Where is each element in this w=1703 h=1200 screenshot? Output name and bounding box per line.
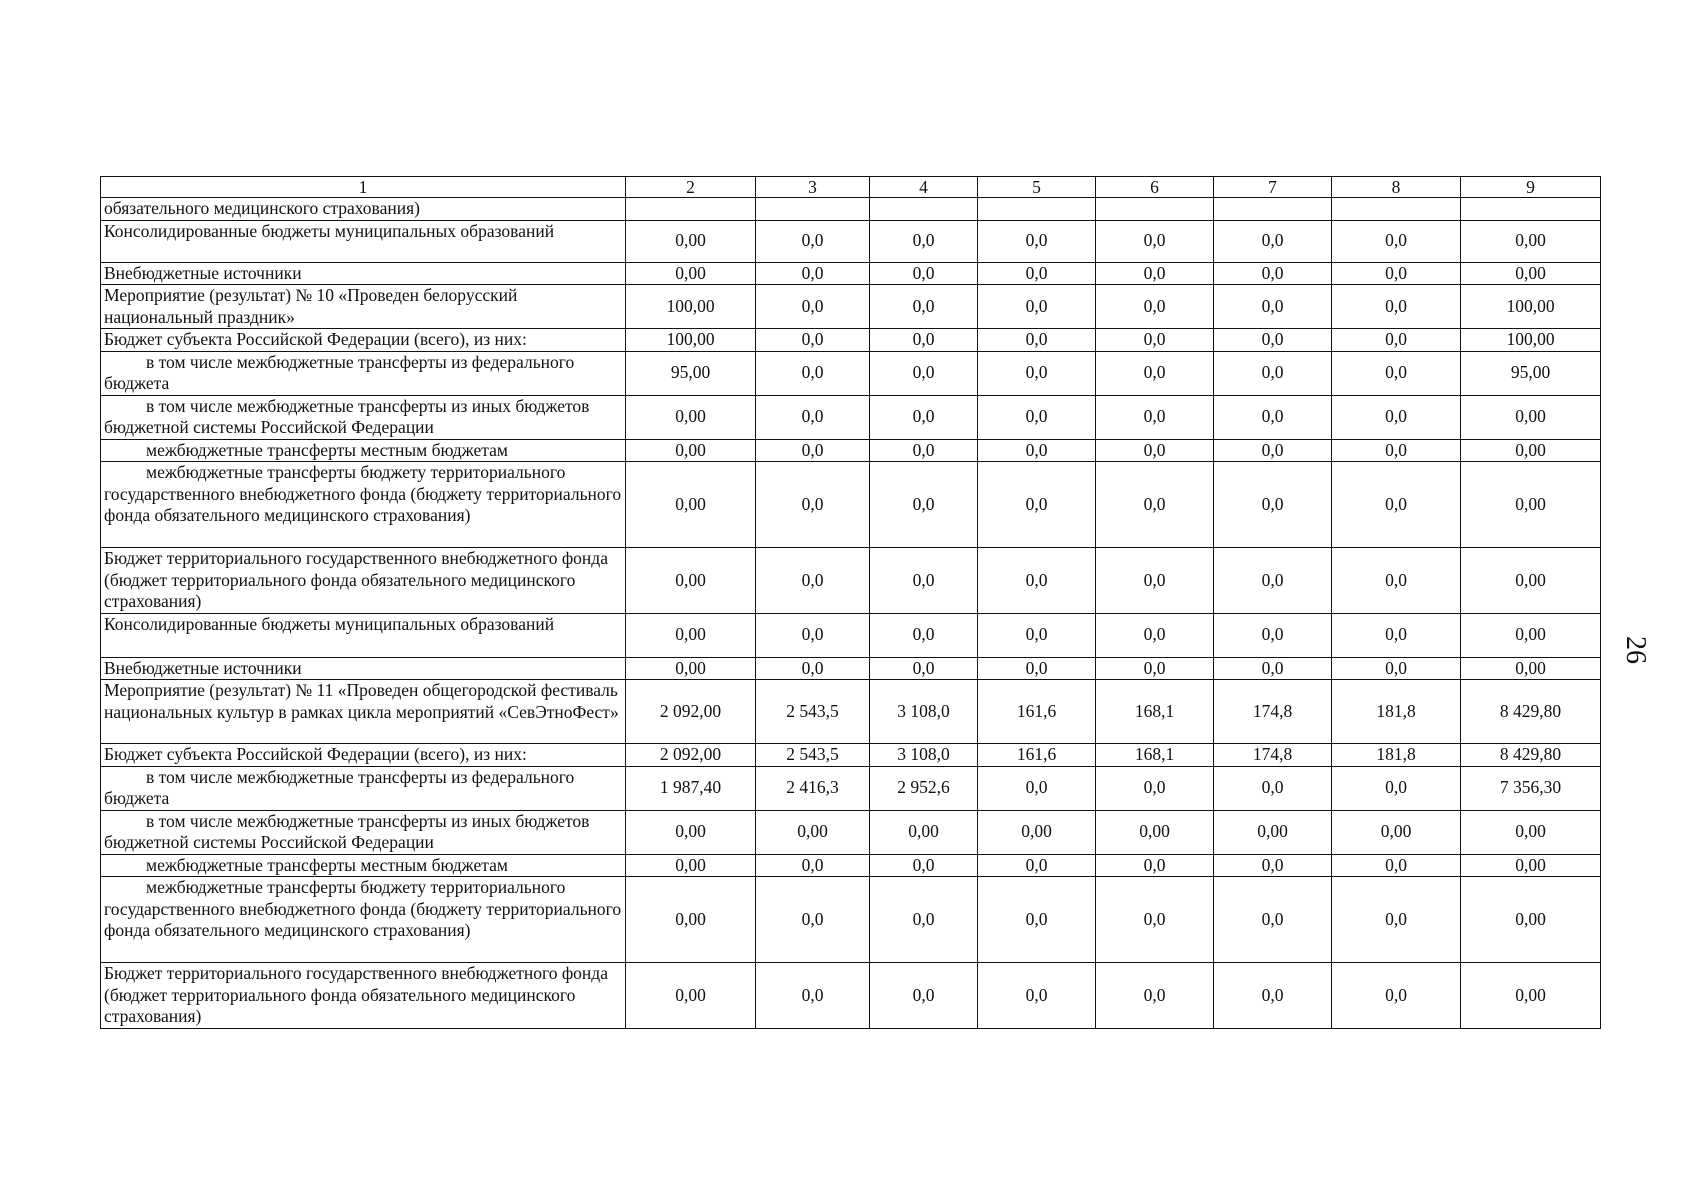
value-cell: 0,0 <box>1214 854 1332 877</box>
value-cell: 0,0 <box>1332 766 1461 810</box>
value-cell: 0,00 <box>870 810 978 854</box>
value-cell: 0,0 <box>756 329 870 352</box>
value-cell: 0,0 <box>1214 548 1332 614</box>
value-cell: 0,0 <box>1096 285 1214 329</box>
value-cell: 181,8 <box>1332 680 1461 744</box>
table-row <box>101 963 1601 1029</box>
value-cell: 0,0 <box>870 548 978 614</box>
table-row <box>101 395 1601 439</box>
value-cell: 0,00 <box>1461 657 1601 680</box>
value-cell: 0,0 <box>1332 963 1461 1029</box>
column-number-row <box>101 177 1601 198</box>
value-cell: 0,0 <box>1096 351 1214 395</box>
table-row <box>101 854 1601 877</box>
value-cell: 0,00 <box>626 810 756 854</box>
value-cell: 0,00 <box>756 810 870 854</box>
value-cell: 0,0 <box>756 351 870 395</box>
value-cell: 0,0 <box>1096 548 1214 614</box>
value-cell: 0,0 <box>978 766 1096 810</box>
value-cell: 0,0 <box>1214 262 1332 285</box>
table-row <box>101 262 1601 285</box>
row-label: межбюджетные трансферты бюджету территориального государственного внебюджетного фонда (бюджету территориального фонда обязательного медицинского страхования) <box>101 877 626 963</box>
value-cell: 0,0 <box>978 548 1096 614</box>
value-cell: 0,00 <box>1461 877 1601 963</box>
value-cell: 0,0 <box>1332 439 1461 462</box>
row-label: в том числе межбюджетные трансферты из федерального бюджета <box>101 766 626 810</box>
row-label: Бюджет субъекта Российской Федерации (всего), из них: <box>101 329 626 352</box>
page-number: 26 <box>1620 636 1651 664</box>
table-row <box>101 462 1601 548</box>
row-label: Бюджет территориального государственного внебюджетного фонда (бюджет территориального фонда обязательного медицинского страхования) <box>101 548 626 614</box>
value-cell: 0,0 <box>978 657 1096 680</box>
value-cell: 0,00 <box>1096 810 1214 854</box>
value-cell: 0,00 <box>626 439 756 462</box>
value-cell: 0,0 <box>1214 439 1332 462</box>
value-cell: 0,0 <box>1214 395 1332 439</box>
row-label: Мероприятие (результат) № 11 «Проведен общегородской фестиваль национальных культур в рамках цикла мероприятий «СевЭтноФест» <box>101 680 626 744</box>
value-cell: 174,8 <box>1214 744 1332 767</box>
value-cell: 0,0 <box>1214 285 1332 329</box>
value-cell: 0,0 <box>870 262 978 285</box>
row-label: обязательного медицинского страхования) <box>101 198 626 221</box>
value-cell: 0,0 <box>1096 963 1214 1029</box>
row-label: межбюджетные трансферты бюджету территориального государственного внебюджетного фонда (бюджету территориального фонда обязательного медицинского страхования) <box>101 462 626 548</box>
column-header: 9 <box>1461 177 1601 198</box>
value-cell: 0,0 <box>870 963 978 1029</box>
value-cell: 95,00 <box>1461 351 1601 395</box>
row-label: в том числе межбюджетные трансферты из иных бюджетов бюджетной системы Российской Федерации <box>101 810 626 854</box>
value-cell: 8 429,80 <box>1461 680 1601 744</box>
value-cell <box>626 198 756 221</box>
value-cell: 0,00 <box>626 854 756 877</box>
value-cell: 0,0 <box>870 329 978 352</box>
value-cell: 0,00 <box>626 963 756 1029</box>
value-cell: 0,00 <box>626 395 756 439</box>
value-cell: 0,00 <box>1461 613 1601 657</box>
value-cell: 0,0 <box>978 351 1096 395</box>
value-cell: 0,0 <box>1214 877 1332 963</box>
value-cell: 0,0 <box>1096 462 1214 548</box>
table-row <box>101 766 1601 810</box>
value-cell: 0,0 <box>1332 262 1461 285</box>
value-cell: 0,0 <box>978 395 1096 439</box>
table-row <box>101 877 1601 963</box>
column-header: 4 <box>870 177 978 198</box>
value-cell: 0,0 <box>870 285 978 329</box>
value-cell: 0,0 <box>1096 613 1214 657</box>
value-cell: 0,00 <box>1461 810 1601 854</box>
row-label: межбюджетные трансферты местным бюджетам <box>101 439 626 462</box>
value-cell: 168,1 <box>1096 744 1214 767</box>
value-cell: 0,00 <box>626 548 756 614</box>
value-cell: 0,00 <box>1214 810 1332 854</box>
value-cell: 0,0 <box>756 262 870 285</box>
value-cell: 100,00 <box>626 285 756 329</box>
value-cell: 0,0 <box>1214 462 1332 548</box>
value-cell: 100,00 <box>1461 285 1601 329</box>
value-cell: 0,0 <box>1096 329 1214 352</box>
value-cell: 0,00 <box>626 462 756 548</box>
value-cell: 100,00 <box>626 329 756 352</box>
value-cell: 0,0 <box>756 657 870 680</box>
table-row <box>101 744 1601 767</box>
row-label: в том числе межбюджетные трансферты из иных бюджетов бюджетной системы Российской Федерации <box>101 395 626 439</box>
table-row <box>101 548 1601 614</box>
value-cell: 2 543,5 <box>756 680 870 744</box>
value-cell <box>756 198 870 221</box>
row-label: Бюджет территориального государственного внебюджетного фонда (бюджет территориального фонда обязательного медицинского страхования) <box>101 963 626 1029</box>
row-label: межбюджетные трансферты местным бюджетам <box>101 854 626 877</box>
budget-table <box>100 176 1601 1029</box>
value-cell: 0,0 <box>978 877 1096 963</box>
value-cell: 2 952,6 <box>870 766 978 810</box>
value-cell: 0,0 <box>870 439 978 462</box>
value-cell: 0,0 <box>1214 220 1332 262</box>
row-label: Мероприятие (результат) № 10 «Проведен белорусский национальный праздник» <box>101 285 626 329</box>
value-cell: 0,0 <box>1214 766 1332 810</box>
value-cell: 0,0 <box>978 220 1096 262</box>
table-row <box>101 198 1601 221</box>
value-cell: 0,0 <box>1214 963 1332 1029</box>
value-cell: 0,00 <box>978 810 1096 854</box>
value-cell: 0,0 <box>978 262 1096 285</box>
value-cell: 0,0 <box>1332 613 1461 657</box>
value-cell: 0,0 <box>1096 395 1214 439</box>
value-cell: 0,0 <box>1096 877 1214 963</box>
row-label: Внебюджетные источники <box>101 657 626 680</box>
value-cell: 8 429,80 <box>1461 744 1601 767</box>
value-cell: 0,0 <box>1332 395 1461 439</box>
value-cell: 0,0 <box>756 548 870 614</box>
row-label: Внебюджетные источники <box>101 262 626 285</box>
column-header: 8 <box>1332 177 1461 198</box>
value-cell: 0,0 <box>978 854 1096 877</box>
column-header: 1 <box>101 177 626 198</box>
document-page <box>100 176 1600 1029</box>
value-cell: 0,0 <box>1096 439 1214 462</box>
value-cell: 3 108,0 <box>870 744 978 767</box>
value-cell <box>1214 198 1332 221</box>
value-cell: 95,00 <box>626 351 756 395</box>
value-cell: 0,0 <box>1332 220 1461 262</box>
value-cell: 0,0 <box>1096 220 1214 262</box>
value-cell: 0,0 <box>1214 329 1332 352</box>
value-cell: 0,00 <box>1461 854 1601 877</box>
value-cell: 0,0 <box>1332 854 1461 877</box>
value-cell: 0,0 <box>1096 657 1214 680</box>
value-cell <box>1332 198 1461 221</box>
value-cell: 0,00 <box>626 613 756 657</box>
value-cell: 7 356,30 <box>1461 766 1601 810</box>
value-cell: 0,0 <box>870 613 978 657</box>
value-cell: 1 987,40 <box>626 766 756 810</box>
value-cell: 0,0 <box>978 613 1096 657</box>
value-cell: 0,0 <box>978 462 1096 548</box>
value-cell <box>1461 198 1601 221</box>
value-cell: 2 092,00 <box>626 680 756 744</box>
value-cell: 0,00 <box>1461 548 1601 614</box>
row-label: Бюджет субъекта Российской Федерации (всего), из них: <box>101 744 626 767</box>
value-cell: 0,0 <box>870 462 978 548</box>
value-cell: 0,00 <box>1461 439 1601 462</box>
value-cell: 0,0 <box>756 439 870 462</box>
value-cell: 3 108,0 <box>870 680 978 744</box>
value-cell: 100,00 <box>1461 329 1601 352</box>
value-cell: 0,00 <box>1461 963 1601 1029</box>
value-cell: 0,00 <box>1332 810 1461 854</box>
value-cell: 0,0 <box>1332 877 1461 963</box>
value-cell: 0,00 <box>1461 220 1601 262</box>
value-cell <box>1096 198 1214 221</box>
value-cell: 0,0 <box>756 462 870 548</box>
table-row <box>101 220 1601 262</box>
value-cell: 0,00 <box>1461 395 1601 439</box>
value-cell: 0,0 <box>978 329 1096 352</box>
value-cell: 0,0 <box>1096 854 1214 877</box>
value-cell: 0,0 <box>756 220 870 262</box>
value-cell <box>870 198 978 221</box>
value-cell: 181,8 <box>1332 744 1461 767</box>
table-row <box>101 285 1601 329</box>
table-row <box>101 439 1601 462</box>
table-row <box>101 351 1601 395</box>
table-body <box>101 198 1601 1029</box>
value-cell: 0,0 <box>978 439 1096 462</box>
value-cell: 0,0 <box>1332 548 1461 614</box>
table-row <box>101 613 1601 657</box>
value-cell: 0,0 <box>870 854 978 877</box>
value-cell: 0,0 <box>1332 657 1461 680</box>
value-cell: 0,0 <box>1096 766 1214 810</box>
value-cell: 0,0 <box>978 285 1096 329</box>
row-label: Консолидированные бюджеты муниципальных образований <box>101 613 626 657</box>
value-cell: 0,0 <box>1332 351 1461 395</box>
value-cell: 161,6 <box>978 744 1096 767</box>
column-header: 5 <box>978 177 1096 198</box>
value-cell: 2 416,3 <box>756 766 870 810</box>
value-cell: 168,1 <box>1096 680 1214 744</box>
value-cell: 0,0 <box>978 963 1096 1029</box>
value-cell: 161,6 <box>978 680 1096 744</box>
value-cell: 0,0 <box>1214 351 1332 395</box>
row-label: в том числе межбюджетные трансферты из федерального бюджета <box>101 351 626 395</box>
value-cell: 0,0 <box>870 351 978 395</box>
value-cell: 2 543,5 <box>756 744 870 767</box>
value-cell: 0,00 <box>626 262 756 285</box>
value-cell: 0,0 <box>1332 462 1461 548</box>
table-row <box>101 329 1601 352</box>
value-cell: 0,00 <box>626 877 756 963</box>
value-cell: 0,0 <box>1096 262 1214 285</box>
column-header: 6 <box>1096 177 1214 198</box>
value-cell: 0,0 <box>756 877 870 963</box>
value-cell: 0,00 <box>626 657 756 680</box>
value-cell: 0,0 <box>756 395 870 439</box>
value-cell: 0,0 <box>1214 657 1332 680</box>
value-cell: 0,0 <box>756 285 870 329</box>
value-cell: 0,00 <box>1461 462 1601 548</box>
table-row <box>101 657 1601 680</box>
value-cell: 0,0 <box>1214 613 1332 657</box>
column-header: 2 <box>626 177 756 198</box>
value-cell: 2 092,00 <box>626 744 756 767</box>
value-cell: 0,0 <box>1332 285 1461 329</box>
value-cell: 0,0 <box>1332 329 1461 352</box>
row-label: Консолидированные бюджеты муниципальных образований <box>101 220 626 262</box>
value-cell: 0,0 <box>870 220 978 262</box>
value-cell <box>978 198 1096 221</box>
value-cell: 0,00 <box>626 220 756 262</box>
value-cell: 0,0 <box>870 877 978 963</box>
value-cell: 0,0 <box>870 657 978 680</box>
value-cell: 174,8 <box>1214 680 1332 744</box>
value-cell: 0,0 <box>870 395 978 439</box>
value-cell: 0,00 <box>1461 262 1601 285</box>
value-cell: 0,0 <box>756 963 870 1029</box>
column-header: 3 <box>756 177 870 198</box>
table-row <box>101 680 1601 744</box>
value-cell: 0,0 <box>756 854 870 877</box>
column-header: 7 <box>1214 177 1332 198</box>
table-row <box>101 810 1601 854</box>
value-cell: 0,0 <box>756 613 870 657</box>
